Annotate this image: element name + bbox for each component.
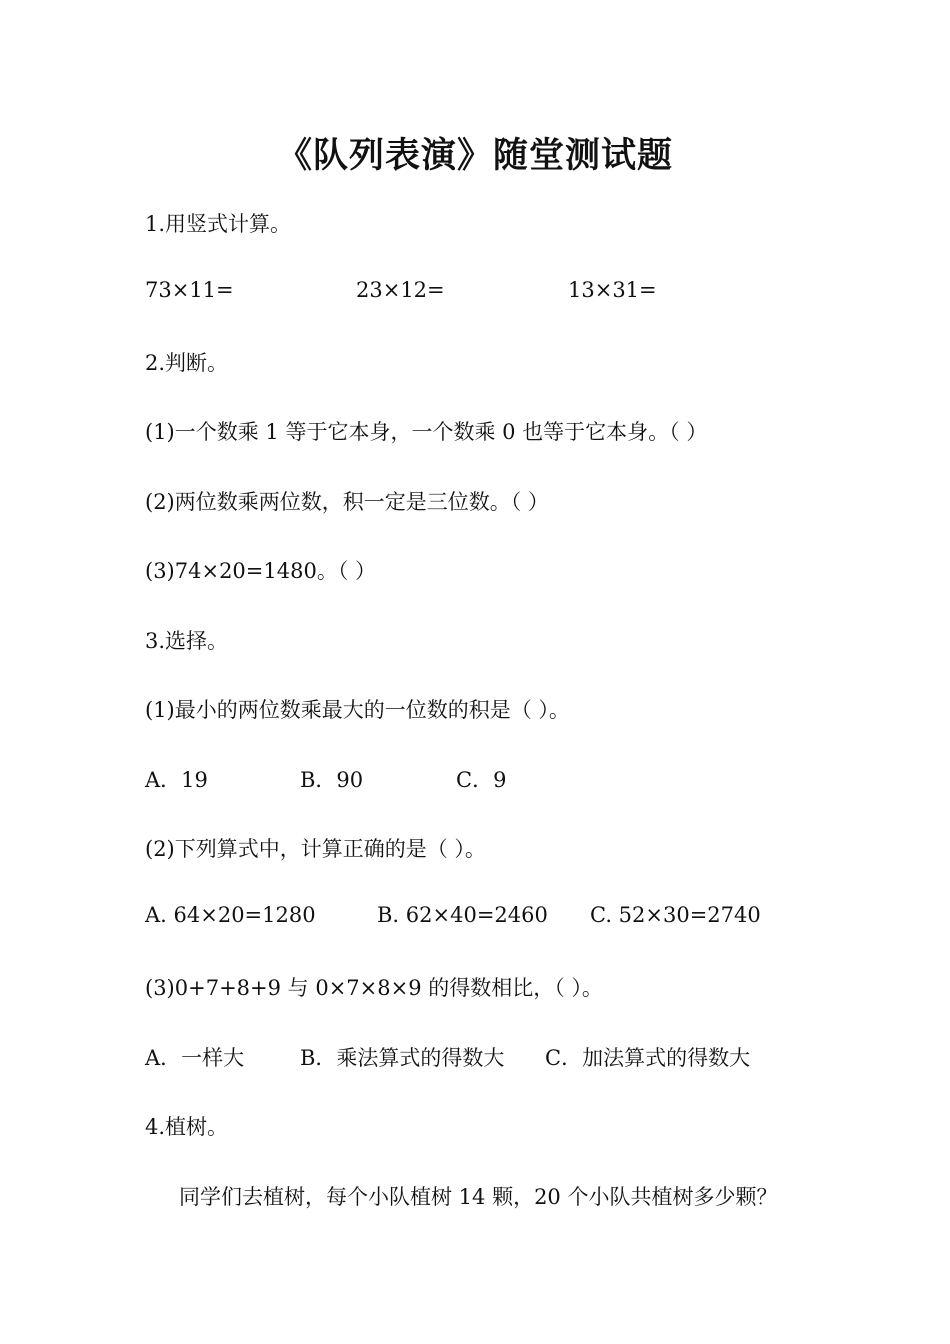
q3-1-option-c: C．9 [456,768,507,792]
q1-heading: 1.用竖式计算。 [145,212,292,236]
page-title: 《队列表演》随堂测试题 [276,136,673,176]
q3-stem-1: (1)最小的两位数乘最大的一位数的积是（ ）。 [145,698,570,722]
q2-heading: 2.判断。 [145,351,229,375]
q3-3-option-b: B．乘法算式的得数大 [300,1046,505,1070]
q1-expr-1: 73×11= [145,278,234,302]
q3-1-option-b: B．90 [300,768,364,792]
q3-heading: 3.选择。 [145,629,229,653]
q3-2-option-c: C. 52×30=2740 [590,903,761,927]
q4-heading: 4.植树。 [145,1115,229,1139]
q4-problem-text: 同学们去植树，每个小队植树 14 颗，20 个小队共植树多少颗？ [179,1185,778,1209]
q3-2-option-a: A. 64×20=1280 [145,903,316,927]
q2-item-2: (2)两位数乘两位数，积一定是三位数。（ ） [145,490,549,514]
q1-expr-3: 13×31= [568,278,657,302]
q3-stem-2: (2)下列算式中，计算正确的是（ ）。 [145,837,486,861]
q3-stem-3: (3)0+7+8+9 与 0×7×8×9 的得数相比，（ ）。 [145,976,603,1000]
q2-item-1: (1)一个数乘 1 等于它本身，一个数乘 0 也等于它本身。（ ） [145,420,708,444]
q2-item-3: (3)74×20=1480。（ ） [145,559,376,583]
q3-3-option-c: C．加法算式的得数大 [545,1046,751,1070]
q1-expr-2: 23×12= [356,278,445,302]
q3-3-option-a: A．一样大 [145,1046,245,1070]
q3-1-option-a: A．19 [145,768,208,792]
q3-2-option-b: B. 62×40=2460 [377,903,548,927]
